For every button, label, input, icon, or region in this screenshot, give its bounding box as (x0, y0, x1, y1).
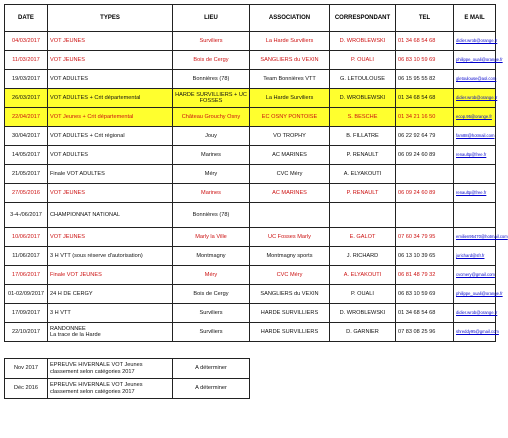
tel-cell: 06 15 95 55 82 (396, 70, 454, 89)
type-cell: Finale VOT JEUNES (48, 266, 173, 285)
lieu-cell: HARDE SURVILLIERS + UC FOSSES (173, 89, 250, 108)
lieu-cell: Bois de Cergy (173, 51, 250, 70)
type-cell: EPREUVE HIVERNALE VOT Jeunes classement selon catégories 2017 (48, 359, 173, 379)
table-row (5, 247, 496, 266)
tel-cell: 06 83 10 59 69 (396, 285, 454, 304)
tel-cell: 06 83 10 59 69 (396, 51, 454, 70)
date-cell: 22/10/2017 (5, 323, 48, 342)
table-row (5, 127, 496, 146)
type-cell: RANDONNEE La trace de la Harde (48, 323, 173, 342)
table-row (5, 304, 496, 323)
email-cell[interactable]: gletoulouse@aol.com (454, 70, 496, 89)
date-cell: 01-02/09/2017 (5, 285, 48, 304)
correspondant-cell: E. GALOT (330, 228, 396, 247)
type-cell: VOT JEUNES (48, 184, 173, 203)
email-cell[interactable]: philippe_ouali@orange.fr (454, 51, 496, 70)
date-cell: 04/03/2017 (5, 32, 48, 51)
association-cell: HARDE SURVILLIERS (250, 304, 330, 323)
lieu-cell: A déterminer (173, 359, 250, 379)
correspondant-cell: A. ELYAKOUTI (330, 165, 396, 184)
type-cell: 3 H VTT (48, 304, 173, 323)
type-cell: VOT ADULTES (48, 146, 173, 165)
email-cell[interactable]: didier.wrob@orange.fr (454, 89, 496, 108)
type-cell: VOT ADULTES (48, 70, 173, 89)
lieu-cell: Bonnières (78) (173, 203, 250, 228)
type-cell: Finale VOT ADULTES (48, 165, 173, 184)
date-cell: 17/09/2017 (5, 304, 48, 323)
association-cell: Montmagny sports (250, 247, 330, 266)
email-cell[interactable]: renaultp@free.fr (454, 184, 496, 203)
events-body (5, 32, 508, 359)
spacer-cell (5, 342, 496, 359)
association-cell: CVC Méry (250, 266, 330, 285)
tel-cell: 01 34 68 54 68 (396, 89, 454, 108)
correspondant-cell: P. OUALI (330, 51, 396, 70)
correspondant-cell: D. WROBLEWSKI (330, 304, 396, 323)
lieu-cell: Marly la Ville (173, 228, 250, 247)
date-cell: 22/04/2017 (5, 108, 48, 127)
correspondant-cell: S. BESCHE (330, 108, 396, 127)
date-cell: 19/03/2017 (5, 70, 48, 89)
association-cell: La Harde Surviliers (250, 32, 330, 51)
lieu-cell: Surviliers (173, 32, 250, 51)
date-cell: 11/06/2017 (5, 247, 48, 266)
type-cell: EPREUVE HIVERNALE VOT Jeunes classement selon catégories 2017 (48, 379, 173, 399)
type-cell: VOT JEUNES (48, 51, 173, 70)
correspondant-cell: P. RENAULT (330, 146, 396, 165)
date-cell: 30/04/2017 (5, 127, 48, 146)
type-cell: CHAMPIONNAT NATIONAL (48, 203, 173, 228)
association-cell: AC MARINES (250, 146, 330, 165)
association-cell: UC Fosses Marly (250, 228, 330, 247)
email-cell[interactable]: philippe_ouali@orange.fr (454, 285, 496, 304)
tel-cell (396, 165, 454, 184)
date-cell: 17/06/2017 (5, 266, 48, 285)
tel-cell: 06 13 10 39 65 (396, 247, 454, 266)
date-cell: Nov 2017 (5, 359, 48, 379)
table-row (5, 285, 496, 304)
tel-cell (396, 203, 454, 228)
type-cell: VOT JEUNES (48, 228, 173, 247)
header-row (5, 5, 496, 32)
email-cell (454, 165, 496, 184)
email-cell[interactable]: ecop.95@orange.fr (454, 108, 496, 127)
type-cell: VOT JEUNES (48, 32, 173, 51)
lieu-cell: A déterminer (173, 379, 250, 399)
lieu-cell: Bonnières (78) (173, 70, 250, 89)
email-cell[interactable]: didier.wrob@orange.fr (454, 32, 496, 51)
extra-events-body (5, 359, 496, 399)
col-header-correspondant: CORRESPONDANT (330, 5, 396, 32)
table-row (5, 146, 496, 165)
table-row (5, 51, 496, 70)
correspondant-cell (330, 203, 396, 228)
email-cell[interactable]: jurichard@sfr.fr (454, 247, 496, 266)
tel-cell: 07 83 08 25 96 (396, 323, 454, 342)
tel-cell: 06 09 24 60 89 (396, 184, 454, 203)
spacer-row (5, 342, 496, 359)
col-header-lieu: LIEU (173, 5, 250, 32)
tel-cell: 01 34 21 16 50 (396, 108, 454, 127)
correspondant-cell: G. LETOULOUSE (330, 70, 396, 89)
tel-cell: 06 09 24 60 89 (396, 146, 454, 165)
email-cell[interactable]: emilien95470@hotmail.com (454, 228, 496, 247)
association-cell: Team Bonnières VTT (250, 70, 330, 89)
date-cell: 11/03/2017 (5, 51, 48, 70)
lieu-cell: Château Grouchy Osny (173, 108, 250, 127)
correspondant-cell: D. WROBLEWSKI (330, 89, 396, 108)
table-row (5, 228, 496, 247)
table-row (5, 165, 496, 184)
email-cell[interactable]: renaultp@free.fr (454, 146, 496, 165)
type-cell: VOT ADULTES + Crit régional (48, 127, 173, 146)
email-cell[interactable]: fam88@hotmail.com (454, 127, 496, 146)
lieu-cell: Montmagny (173, 247, 250, 266)
email-cell (454, 203, 496, 228)
events-table (4, 4, 508, 399)
date-cell: 26/03/2017 (5, 89, 48, 108)
tel-cell: 01 34 68 54 68 (396, 32, 454, 51)
email-cell[interactable]: shreddy95@gmail.com (454, 323, 496, 342)
lieu-cell: Méry (173, 165, 250, 184)
col-header-association: ASSOCIATION (250, 5, 330, 32)
table-row (5, 32, 496, 51)
association-cell: SANGLIERS du VEXIN (250, 51, 330, 70)
calendar-sheet (4, 4, 508, 399)
tel-cell: 06 81 48 79 32 (396, 266, 454, 285)
col-header-email: E MAIL (454, 5, 496, 32)
table-row (5, 70, 496, 89)
col-header-types: TYPES (48, 5, 173, 32)
table-row (5, 108, 496, 127)
association-cell: EC OSNY PONTOISE (250, 108, 330, 127)
association-cell: CVC Méry (250, 165, 330, 184)
table-row (5, 266, 496, 285)
date-cell: 21/05/2017 (5, 165, 48, 184)
correspondant-cell: P. RENAULT (330, 184, 396, 203)
lieu-cell: Marines (173, 184, 250, 203)
lieu-cell: Jouy (173, 127, 250, 146)
table-row (5, 203, 496, 228)
date-cell: 10/06/2017 (5, 228, 48, 247)
lieu-cell: Surviliers (173, 323, 250, 342)
association-cell: La Harde Surviliers (250, 89, 330, 108)
type-cell: 24 H DE CERGY (48, 285, 173, 304)
correspondant-cell: A. ELYAKOUTI (330, 266, 396, 285)
tel-cell: 06 22 92 64 79 (396, 127, 454, 146)
date-cell: 14/05/2017 (5, 146, 48, 165)
correspondant-cell: J. RICHARD (330, 247, 396, 266)
correspondant-cell: D. GARNIER (330, 323, 396, 342)
association-cell: VO TROPHY (250, 127, 330, 146)
tel-cell: 07 60 34 79 95 (396, 228, 454, 247)
association-cell: AC MARINES (250, 184, 330, 203)
col-header-tel: TEL (396, 5, 454, 32)
lieu-cell: Bois de Cergy (173, 285, 250, 304)
tel-cell: 01 34 68 54 68 (396, 304, 454, 323)
lieu-cell: Méry (173, 266, 250, 285)
col-header-date: DATE (5, 5, 48, 32)
association-cell: HARDE SURVILLIERS (250, 323, 330, 342)
lieu-cell: Surviliers (173, 304, 250, 323)
association-cell: SANGLIERS du VEXIN (250, 285, 330, 304)
correspondant-cell: P. OUALI (330, 285, 396, 304)
table-row (5, 359, 496, 379)
lieu-cell: Marines (173, 146, 250, 165)
type-cell: VOT ADULTES + Crit départemental (48, 89, 173, 108)
email-cell[interactable]: cvcmery@gmail.com (454, 266, 496, 285)
association-cell (250, 203, 330, 228)
date-cell: Déc 2016 (5, 379, 48, 399)
type-cell: VOT Jeunes + Crit départemental (48, 108, 173, 127)
type-cell: 3 H VTT (sous réserve d'autorisation) (48, 247, 173, 266)
email-cell[interactable]: didier.wrob@orange.fr (454, 304, 496, 323)
date-cell: 3-4-/06/2017 (5, 203, 48, 228)
table-row (5, 379, 496, 399)
date-cell: 27/05/2016 (5, 184, 48, 203)
table-row (5, 89, 496, 108)
correspondant-cell: B. FILLATRE (330, 127, 396, 146)
table-row (5, 323, 496, 342)
correspondant-cell: D. WROBLEWSKI (330, 32, 396, 51)
table-row (5, 184, 496, 203)
